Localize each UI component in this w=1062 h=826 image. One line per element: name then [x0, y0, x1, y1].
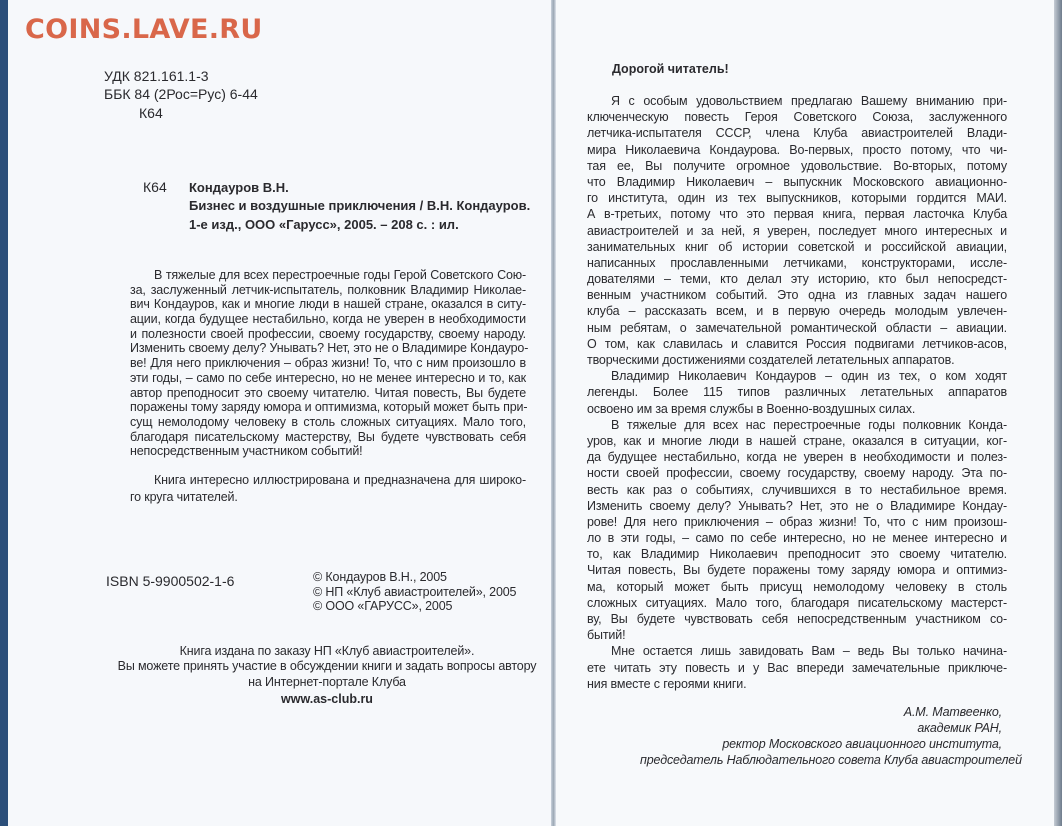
- text-line: го института, один из тех выпускников, которыми гордится МАИ.: [587, 191, 1007, 206]
- text-line: О том, как славилась и славится Россия подвигами летчиков-асов,: [587, 336, 1007, 351]
- text-line: благодаря писательскому мастерству, Вы будете чувствовать себя: [130, 429, 526, 444]
- text-line: го круга читателей.: [130, 490, 238, 504]
- scan-edge-left: [0, 0, 8, 826]
- copyrights: [313, 570, 549, 614]
- text-line: А.М. Матвеенко,: [903, 705, 1002, 719]
- text-line: и полезности своей профессии, своему государству, своему народу.: [130, 326, 526, 341]
- illustrated-note: [130, 472, 526, 506]
- text-line: Вы можете принять участие в обсуждении книги и задать вопросы автору: [117, 659, 537, 674]
- text-line: ния вместе с героями книги.: [587, 676, 747, 691]
- text-line: Изменить своему делу? Унывать? Нет, это не о Владимире Кондау-: [587, 498, 1007, 513]
- greeting: Дорогой читатель!: [612, 62, 729, 76]
- author-mark: К64: [139, 105, 163, 121]
- text-line: авиастроителей и за ней, я уверен, последует много интересных и: [587, 223, 1007, 238]
- text-line: ло в эти годы, – само по себе интересно, но не менее интересно и: [587, 531, 1007, 546]
- card-author: Кондауров В.Н.: [189, 180, 289, 195]
- text-line: венным участником событий. Это одна из главных задач нашего: [587, 288, 1007, 303]
- text-line: за, заслуженный летчик-испытатель, полковник Владимир Николае-: [130, 282, 526, 297]
- text-line: эти годы, – само по себе интересно, но не менее интересно и то, как: [130, 370, 526, 385]
- text-line: рове! Для него приключения – образ жизни! То, что с ним произош-: [587, 514, 1007, 529]
- text-line: Книга интересно иллюстрирована и предназначена для широко-: [154, 473, 526, 487]
- website-link[interactable]: www.as-club.ru: [281, 692, 373, 706]
- text-line: председатель Наблюдательного совета Клуба авиастроителей: [640, 753, 1022, 767]
- text-line: занимательных книг об истории советской и российской авиации,: [587, 239, 1007, 254]
- text-line: Книга издана по заказу НП «Клуб авиастроителей».: [179, 644, 475, 658]
- text-line: А в-третьих, потому что это первая книга, первая ласточка Клуба: [587, 207, 1007, 222]
- text-line: Читая повесть, Вы будете поражены тому заряду юмора и оптимиз-: [587, 563, 1007, 578]
- text-line: летчика-испытателя СССР, члена Клуба авиастроителей Влади-: [587, 126, 1007, 141]
- text-line: © ООО «ГАРУСС», 2005: [313, 599, 453, 614]
- text-line: Я с особым удовольствием предлагаю Вашему вниманию при-: [611, 94, 1007, 108]
- text-line: Мне остается лишь завидовать Вам – ведь Вы только начина-: [611, 644, 1007, 659]
- text-line: В тяжелые для всех нас перестроечные годы полковник Конда-: [611, 417, 1007, 432]
- publisher-note: [90, 644, 564, 690]
- text-line: что Владимир Николаевич – выпускник Московского авиационно-: [587, 174, 1007, 189]
- isbn: ISBN 5-9900502-1-6: [106, 573, 235, 589]
- text-line: академик РАН,: [917, 721, 1002, 735]
- text-line: поражены тому заряду юмора и оптимизма, который может быть при-: [130, 400, 528, 415]
- card-mark: К64: [143, 179, 167, 195]
- text-line: ву, Вы будете чувствовать себя непосредственным участником со-: [587, 612, 1007, 626]
- text-line: уров, как и многие люди в нашей стране, оказался в ситуации, ког-: [587, 433, 1007, 448]
- text-line: © НП «Клуб авиастроителей», 2005: [313, 584, 517, 599]
- text-line: ете читать эту повесть и у Вас впереди замечательные приключе-: [587, 660, 1007, 675]
- foreword: [587, 93, 1007, 692]
- card-title: Бизнес и воздушные приключения / В.Н. Кондауров.: [189, 198, 531, 213]
- text-line: да будущее нестабильно, когда не уверен в необходимости и полез-: [587, 450, 1007, 465]
- text-line: ма, который может быть присущ немолодому человеку в столь: [587, 579, 1007, 594]
- text-line: автор преподносит это своему читателю. Читая повесть, Вы будете: [130, 385, 526, 400]
- text-line: написанных прославленными летчиками, конструкторами, иссле-: [587, 255, 1007, 270]
- text-line: ключенческую повесть Героя Советского Союза, заслуженного: [587, 110, 1007, 125]
- text-line: дователями – теми, кто делал эту историю, кто был непосредст-: [587, 272, 1007, 287]
- text-line: легенды. Более 115 типов различных летательных аппаратов: [587, 385, 1007, 400]
- text-line: © Кондауров В.Н., 2005: [313, 570, 447, 584]
- text-line: весть как раз о событиях, случившихся в то нестабильное время.: [587, 482, 1007, 497]
- text-line: творческими достижениями создателей летательных аппаратов.: [587, 353, 955, 367]
- text-line: ным ребятам, о замечательной романтической области – авиации.: [587, 320, 1007, 335]
- bbk-code: ББК 84 (2Рос=Рус) 6-44: [104, 86, 258, 102]
- text-line: В тяжелые для всех перестроечные годы Герой Советского Сою-: [154, 268, 526, 282]
- text-line: мира Николаевича Кондаурова. Во-первых, просто потому, что чи-: [587, 142, 1007, 157]
- scan-edge-right: [1054, 0, 1062, 826]
- text-line: освоено им за время службы в Военно-воздушных силах.: [587, 401, 916, 416]
- watermark: COINS.LAVE.RU: [25, 14, 263, 45]
- text-line: ации, когда будущее нестабильно, когда не уверен в необходимости: [130, 312, 526, 327]
- text-line: ве! Для него приключения – образ жизни! То, что с ним произошло в: [130, 356, 526, 371]
- udk-code: УДК 821.161.1-3: [104, 68, 209, 84]
- text-line: клуба – рассказать всем, и в первую очередь молодым увлечен-: [587, 304, 1007, 319]
- card-edition: 1-е изд., ООО «Гарусс», 2005. – 208 с. : ил.: [189, 217, 459, 232]
- signature: [640, 704, 1022, 768]
- text-line: сущ немолодому человеку в столь сложных ситуациях. Мало того,: [130, 414, 526, 429]
- text-line: Изменить своему делу? Унывать? Нет, это не о Владимире Кондауро-: [130, 341, 529, 356]
- text-line: ности своей профессии, своему государству, своему народу. Эта по-: [587, 466, 1007, 481]
- text-line: непосредственным участником событий!: [130, 444, 363, 459]
- text-line: то, как Владимир Николаевич преподносит это своему читателю.: [587, 547, 1007, 562]
- text-line: Владимир Николаевич Кондауров – один из тех, о ком ходят: [611, 369, 1007, 384]
- text-line: на Интернет-портале Клуба: [248, 674, 406, 689]
- text-line: тая ее, Вы получите огромное удовольствие. Во-вторых, потому: [587, 158, 1007, 173]
- text-line: бытий!: [587, 628, 626, 643]
- text-line: ректор Московского авиационного института,: [722, 737, 1002, 751]
- text-line: вич Кондауров, как и многие люди в нашей стране, оказался в ситу-: [130, 297, 526, 312]
- annotation: [130, 268, 529, 459]
- text-line: сложных ситуациях. Мало того, благодаря писательскому мастерст-: [587, 595, 1007, 610]
